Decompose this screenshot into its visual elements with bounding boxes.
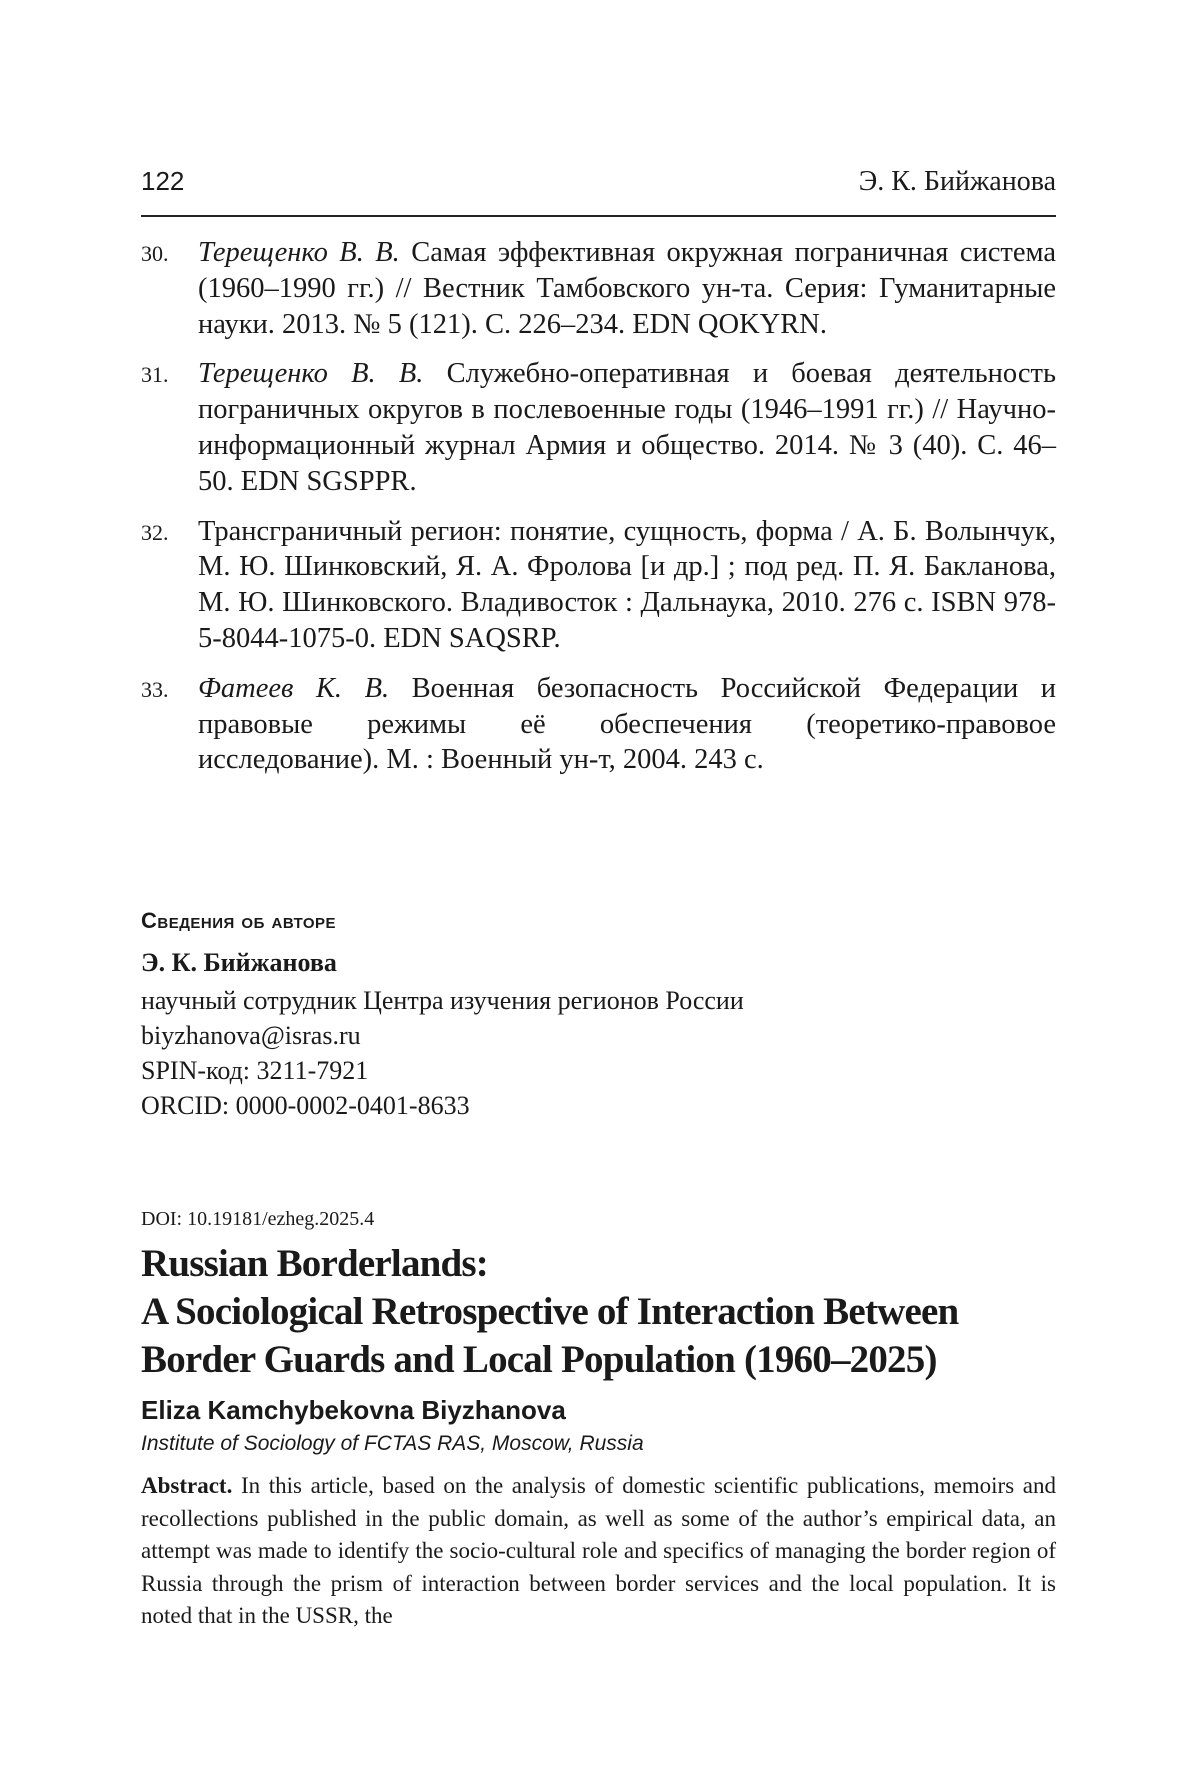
reference-text: Самая эффективная окружная пограничная система (1960–1990 гг.) // Вестник Тамбовского ун-та. Серия: Гуманитарные науки. 2013. № 5 (121). С. 226–234. EDN QOKYRN. [198, 237, 1056, 340]
article-author: Eliza Kamchybekovna Biyzhanova [141, 1395, 566, 1425]
abstract [141, 1470, 1056, 1633]
doi: DOI: 10.19181/ezheg.2025.4 [141, 1208, 375, 1230]
title-line: Russian Borderlands: [141, 1242, 488, 1285]
abstract-label: Abstract. [141, 1473, 233, 1498]
author-position: научный сотрудник Центра изучения регионов России [141, 986, 744, 1015]
reference-number: 32. [141, 519, 169, 545]
author-affiliation: Institute of Sociology of FCTAS RAS, Moscow, Russia [141, 1432, 644, 1455]
page-number: 122 [141, 166, 185, 196]
header-rule [141, 215, 1056, 217]
reference-text: Трансграничный регион: понятие, сущность, форма / А. Б. Волынчук, М. Ю. Шинковский, Я. А. Фролова [и др.] ; под ред. П. Я. Бакланова, М. Ю. Шинковского. Владивосток : Дальнаука, 2010. 276 с. ISBN 978-5-8044-1075-0. EDN SAQSRP. [198, 515, 1056, 654]
reference-author: Терещенко В. В. [198, 358, 424, 390]
about-author-name: Э. К. Бийжанова [141, 948, 337, 977]
author-spin: SPIN-код: 3211-7921 [141, 1056, 369, 1085]
reference-item [141, 356, 1056, 499]
reference-author: Фатеев К. В. [198, 672, 390, 704]
reference-number: 30. [141, 241, 169, 266]
running-head [141, 166, 1056, 206]
reference-item [141, 671, 1056, 778]
author-orcid: ORCID: 0000-0002-0401-8633 [141, 1091, 470, 1120]
reference-number: 33. [141, 676, 169, 702]
article-title [141, 1240, 958, 1384]
title-line: A Sociological Retrospective of Interaction Between [141, 1290, 959, 1333]
reference-text: Военная безопасность Российской Федерации и правовые режимы её обеспечения (теоретико-правовое исследование). М. : Военный ун-т, 2004. 243 с. [198, 672, 1056, 776]
about-author-heading: Сведения об авторе [141, 908, 337, 933]
reference-item [141, 514, 1056, 657]
author-email: biyzhanova@isras.ru [141, 1021, 361, 1050]
about-author-details [141, 983, 744, 1123]
title-line: Border Guards and Local Population (1960–2025) [141, 1338, 937, 1381]
running-head-author: Э. К. Бийжанова [858, 166, 1056, 197]
reference-number: 31. [141, 362, 169, 388]
reference-list [141, 235, 1056, 792]
reference-item [141, 235, 1056, 342]
reference-text: Служебно-оперативная и боевая деятельность пограничных округов в послевоенные годы (1946–1991 гг.) // Научно-информационный журнал Армия и общество. 2014. № 3 (40). С. 46–50. EDN SGSPPR. [198, 358, 1056, 497]
reference-author: Терещенко В. В. [198, 237, 400, 268]
abstract-text: In this article, based on the analysis of domestic scientific publications, memoirs and recollections published in the public domain, as well as some of the author’s empirical data, an attempt was made to identify the socio-cultural role and specifics of managing the border region of Russia through the prism of interaction between border services and the local population. It is noted that in the USSR, the [141, 1473, 1056, 1628]
